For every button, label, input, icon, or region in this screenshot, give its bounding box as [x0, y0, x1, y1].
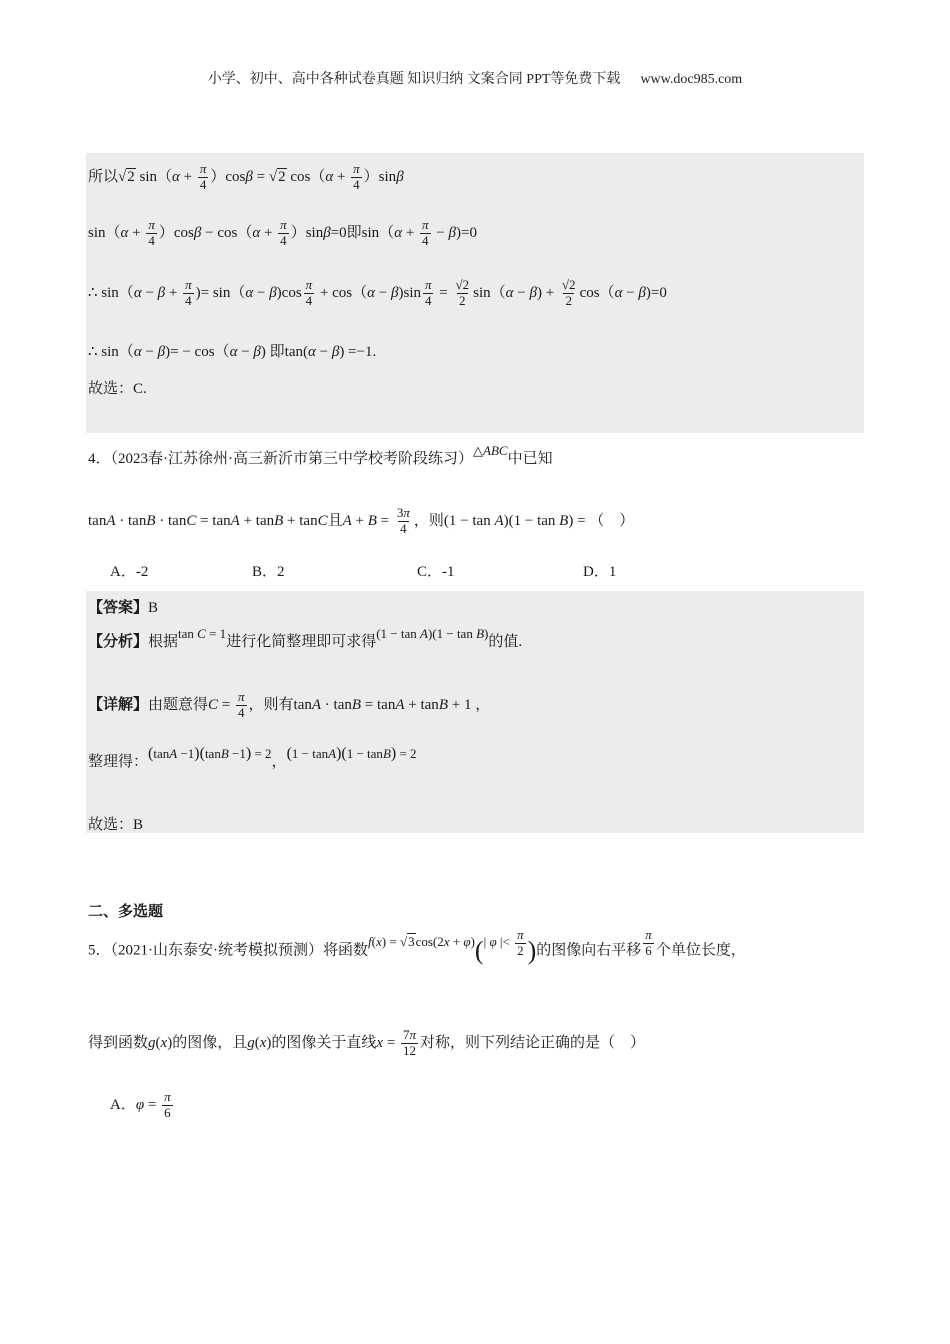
solution3-line1: 所以√2 sin（α + $\frac{\pi}{4}$ ）cosβ = √2 cos（α + $\frac{\pi}{4}$ ）sinβ — [88, 161, 404, 192]
q4-source: （2023春·江苏徐州·高三新沂市第三中学校考阶段练习） — [110, 451, 474, 467]
q4-analysis: 【分析】根据tan C = 1进行化简整理即可求得(1 − tan A)(1 − tan B)的值. — [88, 626, 523, 650]
q4-answer: 【答案】B — [88, 600, 159, 616]
solution3-line4: ∴ sin（α − β)= − cos（α − β) 即tan(α − β) =−1. — [88, 344, 377, 360]
solution3-line3: ∴ sin（α − β + $\frac{\pi}{4}$ )= sin（α − β)cos $\frac{\pi}{4}$ + cos（α − β)sin $\frac{\pi}{4}$ = $\frac{√2}{2}$ sin（α − β) + $\frac{√2}{2}$ cos（α − β)=0 — [88, 277, 667, 308]
q4-final: 故选：B — [88, 817, 144, 833]
q4-number: 4． — [88, 451, 111, 467]
section-title: 二、多选题 — [88, 904, 164, 920]
q4-option-a[interactable]: A．-2 — [110, 564, 149, 580]
solution3-line2: sin（α + $\frac{\pi}{4}$ ）cosβ − cos（α + $\frac{\pi}{4}$ ）sinβ=0即sin（α + $\frac{\pi}{4}$ − β)=0 — [88, 217, 477, 248]
q4-detail: 【详解】由题意得C = $\frac{\pi}{4}$ ，则有tanA · tanB = tanA + tanB + 1 ， — [88, 689, 491, 720]
header-site: www.doc985.com — [640, 72, 743, 87]
q4-option-d[interactable]: D．1 — [583, 564, 617, 580]
q4-organize: 整理得：(tanA −1)(tanB −1) = 2，(1 − tanA)(1 − tanB) = 2 — [88, 745, 417, 770]
q4-stem-line2: tanA · tanB · tanC = tanA + tanB + tanC且A + B = $\frac{3\pi}{4}$ ，则(1 − tan A)(1 − tan B) = （ ） — [88, 505, 635, 536]
q5-stem-line2: 得到函数g(x)的图像，且g(x)的图像关于直线x = $\frac{7\pi}{12}$ 对称，则下列结论正确的是（ ） — [88, 1027, 646, 1058]
page-header — [0, 68, 950, 88]
solution3-answer: 故选：C. — [88, 381, 147, 397]
q4-option-c[interactable]: C．-1 — [417, 564, 455, 580]
q5-stem-line1: 5．（2021·山东泰安·统考模拟预测）将函数f(x) = √3cos(2x + φ)(| φ |< $\frac{\pi}{2}$ )的图像向右平移 $\frac{\pi}{6}$ 个单位长度， — [88, 927, 746, 965]
q5-option-a[interactable]: A．φ = $\frac{\pi}{6}$ — [110, 1089, 171, 1120]
q4-stem-line1: 4．（2023春·江苏徐州·高三新沂市第三中学校考阶段练习）△ABC中已知 — [88, 443, 553, 467]
q4-option-b[interactable]: B．2 — [252, 564, 285, 580]
header-title: 小学、初中、高中各种试卷真题 知识归纳 文案合同 PPT等免费下载 — [207, 72, 621, 87]
